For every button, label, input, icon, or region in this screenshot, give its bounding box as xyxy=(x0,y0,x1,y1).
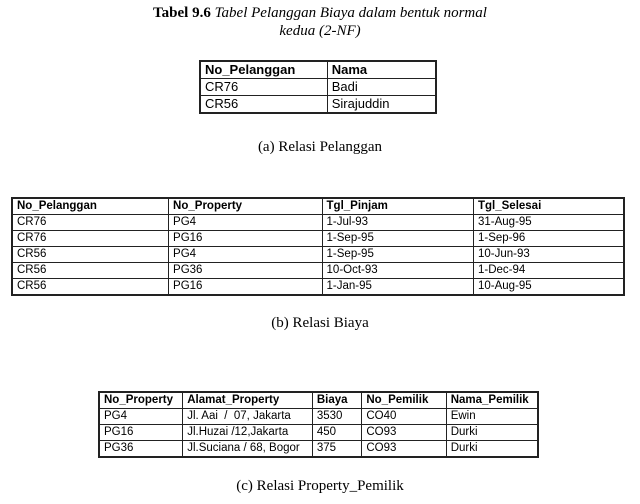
table-row xyxy=(200,96,436,114)
table-cell: CR56 xyxy=(200,96,327,114)
column-header: No_Pelanggan xyxy=(12,198,169,215)
table-row xyxy=(12,215,624,231)
table-cell: CR76 xyxy=(200,79,327,96)
table-cell: PG4 xyxy=(169,215,322,231)
table-cell: CR76 xyxy=(12,215,169,231)
biaya-table xyxy=(11,197,625,296)
table-cell: CO93 xyxy=(362,441,446,458)
table-title-text-line2: kedua (2-NF) xyxy=(279,23,361,39)
table-cell: PG36 xyxy=(169,263,322,279)
biaya-caption: (b) Relasi Biaya xyxy=(271,315,369,331)
table-cell: Durki xyxy=(446,441,538,458)
table-cell: Ewin xyxy=(446,409,538,425)
table-cell: 31-Aug-95 xyxy=(473,215,624,231)
table-row xyxy=(200,79,436,96)
table-cell: CR56 xyxy=(12,263,169,279)
table-cell: PG4 xyxy=(99,409,183,425)
column-header: Biaya xyxy=(312,392,362,409)
table-cell: CR76 xyxy=(12,231,169,247)
table-cell: Badi xyxy=(327,79,436,96)
table-cell: 450 xyxy=(312,425,362,441)
column-header: Tgl_Selesai xyxy=(473,198,624,215)
table-cell: 10-Oct-93 xyxy=(322,263,473,279)
table-cell: Durki xyxy=(446,425,538,441)
table-cell: Sirajuddin xyxy=(327,96,436,114)
table-row xyxy=(99,425,538,441)
column-header: No_Pemilik xyxy=(362,392,446,409)
table-row xyxy=(12,279,624,296)
column-header: No_Pelanggan xyxy=(200,61,327,79)
table-cell: CO40 xyxy=(362,409,446,425)
table-cell: 3530 xyxy=(312,409,362,425)
table-header-row xyxy=(99,392,538,409)
column-header: Alamat_Property xyxy=(183,392,313,409)
table-cell: Jl.Suciana / 68, Bogor xyxy=(183,441,313,458)
column-header: No_Property xyxy=(99,392,183,409)
table-cell: Jl. Aai / 07, Jakarta xyxy=(183,409,313,425)
table-row xyxy=(99,441,538,458)
property-pemilik-table xyxy=(98,391,539,458)
table-cell: PG16 xyxy=(99,425,183,441)
table-cell: 1-Sep-96 xyxy=(473,231,624,247)
column-header: No_Property xyxy=(169,198,322,215)
table-row xyxy=(99,409,538,425)
table-title xyxy=(100,4,540,40)
table-row xyxy=(12,247,624,263)
column-header: Nama xyxy=(327,61,436,79)
table-cell: CR56 xyxy=(12,279,169,296)
table-cell: PG36 xyxy=(99,441,183,458)
table-cell: 375 xyxy=(312,441,362,458)
column-header: Tgl_Pinjam xyxy=(322,198,473,215)
table-row xyxy=(12,263,624,279)
table-header-row xyxy=(12,198,624,215)
column-header: Nama_Pemilik xyxy=(446,392,538,409)
table-cell: PG16 xyxy=(169,279,322,296)
table-cell: 1-Jul-93 xyxy=(322,215,473,231)
table-header-row xyxy=(200,61,436,79)
table-cell: Jl.Huzai /12,Jakarta xyxy=(183,425,313,441)
table-cell: CR56 xyxy=(12,247,169,263)
table-cell: 1-Dec-94 xyxy=(473,263,624,279)
pelanggan-caption: (a) Relasi Pelanggan xyxy=(257,139,383,155)
table-title-text: Tabel Pelanggan Biaya dalam bentuk normal xyxy=(214,5,487,21)
table-cell: PG4 xyxy=(169,247,322,263)
table-cell: 1-Jan-95 xyxy=(322,279,473,296)
table-cell: PG16 xyxy=(169,231,322,247)
table-number: Tabel 9.6 xyxy=(153,5,211,21)
table-row xyxy=(12,231,624,247)
pelanggan-table xyxy=(199,60,437,114)
table-cell: 1-Sep-95 xyxy=(322,247,473,263)
table-cell: 1-Sep-95 xyxy=(322,231,473,247)
table-cell: 10-Jun-93 xyxy=(473,247,624,263)
table-cell: CO93 xyxy=(362,425,446,441)
table-cell: 10-Aug-95 xyxy=(473,279,624,296)
property-pemilik-caption: (c) Relasi Property_Pemilik xyxy=(236,478,404,494)
